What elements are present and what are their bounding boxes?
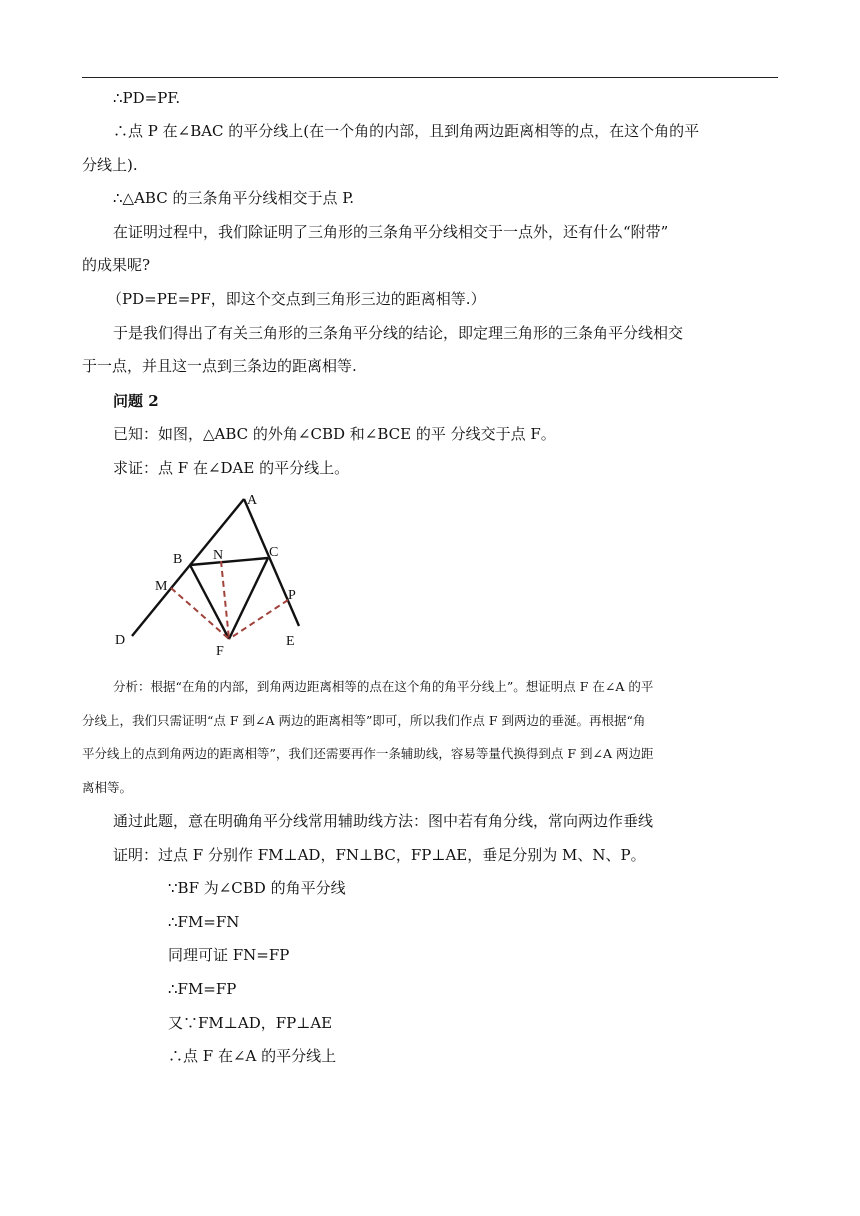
- text-line: ∴PD=PF.: [113, 89, 181, 107]
- line-BC: [190, 558, 268, 565]
- label-F: F: [216, 644, 224, 659]
- problem-prove: 求证：点 F 在∠DAE 的平分线上。: [113, 459, 350, 477]
- proof-intro: 证明：过点 F 分别作 FM⊥AD，FN⊥BC，FP⊥AE，垂足分别为 M、N、P。: [113, 846, 646, 864]
- analysis-line: 分析：根据“在角的内部，到角两边距离相等的点在这个角的角平分线上”。想证明点 F 在∠A 的平: [113, 679, 654, 694]
- label-N: N: [213, 548, 224, 563]
- label-B: B: [173, 552, 183, 567]
- analysis-line: 分线上，我们只需证明“点 F 到∠A 两边的距离相等”即可，所以我们作点 F 到两边的垂涎。再根据“角: [82, 713, 646, 728]
- line-AE: [244, 499, 299, 626]
- label-E: E: [286, 634, 295, 649]
- text-line: ∴△ABC 的三条角平分线相交于点 P.: [113, 189, 355, 207]
- text-line: 在证明过程中，我们除证明了三角形的三条角平分线相交于一点外，还有什么“附带”: [113, 223, 669, 241]
- label-P: P: [288, 588, 296, 603]
- triangle-diagram: [108, 490, 328, 660]
- line-CF: [229, 558, 268, 639]
- analysis-line: 平分线上的点到角两边的距离相等”，我们还需要再作一条辅助线，容易等量代换得到点 F 到∠A 两边距: [82, 746, 654, 761]
- proof-step: 又∵FM⊥AD，FP⊥AE: [168, 1014, 333, 1032]
- proof-step: ∴FM=FN: [168, 913, 240, 931]
- proof-step: ∵BF 为∠CBD 的角平分线: [168, 879, 346, 897]
- text-line: 的成果呢?: [82, 256, 151, 274]
- geometry-figure: [108, 490, 328, 664]
- dashed-FM: [171, 588, 229, 639]
- text-line: ∴点 P 在∠BAC 的平分线上(在一个角的内部，且到角两边距离相等的点，在这个角的平: [113, 122, 700, 140]
- text-line: （PD=PE=PF，即这个交点到三角形三边的距离相等.）: [107, 290, 486, 308]
- label-C: C: [269, 545, 279, 560]
- text-line: 于是我们得出了有关三角形的三条角平分线的结论，即定理三角形的三条角平分线相交: [113, 324, 684, 342]
- proof-step: ∴FM=FP: [168, 980, 237, 998]
- analysis-line: 离相等。: [82, 780, 133, 795]
- header-rule: [82, 77, 778, 78]
- method-note: 通过此题，意在明确角平分线常用辅助线方法：图中若有角分线，常向两边作垂线: [113, 812, 654, 830]
- label-M: M: [155, 579, 168, 594]
- problem-given: 已知：如图，△ABC 的外角∠CBD 和∠BCE 的平 分线交于点 F。: [113, 425, 556, 443]
- proof-step: 同理可证 FN=FP: [168, 946, 290, 964]
- proof-step: ∴点 F 在∠A 的平分线上: [168, 1047, 337, 1065]
- problem-title: 问题 2: [113, 392, 159, 410]
- label-A: A: [247, 493, 258, 508]
- label-D: D: [115, 633, 126, 648]
- text-line: 分线上).: [82, 156, 138, 174]
- text-line: 于一点，并且这一点到三条边的距离相等.: [82, 357, 357, 375]
